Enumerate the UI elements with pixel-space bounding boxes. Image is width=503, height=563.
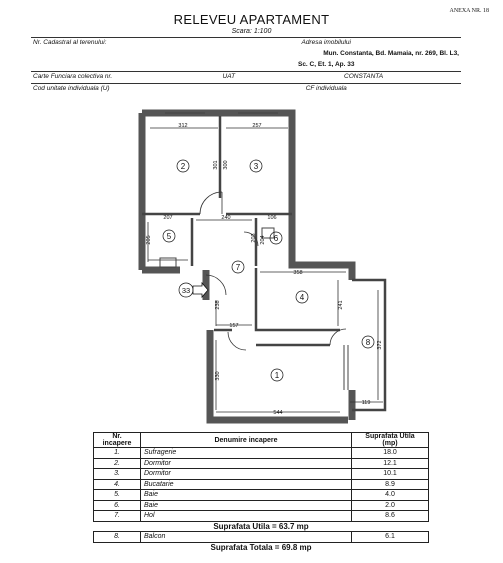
dim-257: 257 <box>252 123 262 129</box>
dim-241: 241 <box>338 300 344 310</box>
table-row: 4. Bucatarie 8.9 <box>94 479 429 490</box>
table-row: 2. Dormitor 12.1 <box>94 458 429 469</box>
dim-312: 312 <box>178 123 188 129</box>
carte-label: Carte Funciara colectiva nr. <box>31 72 191 84</box>
dim-205: 205 <box>146 235 152 245</box>
dim-238: 238 <box>215 300 221 310</box>
room-5-number: 5 <box>166 232 172 241</box>
header-block <box>31 37 461 95</box>
cod-label: Cod unitate individuala (U) <box>31 84 191 96</box>
uat-value: CONSTANTA <box>266 72 461 84</box>
table-row: 6. Baie 2.0 <box>94 500 429 511</box>
dim-157: 157 <box>229 323 239 329</box>
table-row: 5. Baie 4.0 <box>94 490 429 501</box>
dim-240: 240 <box>221 215 231 221</box>
areas-table <box>93 432 429 552</box>
room-7-number: 7 <box>235 263 241 272</box>
total-area: Suprafata Totala = 69.8 mp <box>94 542 429 552</box>
room-1-number: 1 <box>274 371 280 380</box>
floor-plan <box>0 100 503 430</box>
dim-372: 372 <box>377 340 383 350</box>
room-2-number: 2 <box>180 162 186 171</box>
dim-207: 207 <box>163 215 173 221</box>
dim-119: 119 <box>361 400 371 406</box>
cadastral-label: Nr. Cadastral al terenului: <box>31 38 191 50</box>
col-area-header: Suprafata Utila (mp) <box>352 433 429 448</box>
dim-204: 204 <box>260 235 266 245</box>
room-8-number: 8 <box>365 338 371 347</box>
dim-300: 300 <box>223 160 229 170</box>
cf-label: CF individuala <box>191 84 461 96</box>
address-line2: Sc. C, Et. 1, Ap. 33 <box>297 61 355 68</box>
room-3-number: 3 <box>253 162 259 171</box>
table-row: 3. Dormitor 10.1 <box>94 469 429 480</box>
scale-label: Scara: 1:100 <box>231 28 272 35</box>
dim-203: 203 <box>251 233 257 243</box>
dim-330: 330 <box>215 371 221 381</box>
uat-label: UAT <box>191 72 266 84</box>
apartment-number: 33 <box>181 286 191 295</box>
room-6-number: 6 <box>273 234 279 243</box>
col-name-header: Denumire incapere <box>141 433 352 448</box>
room-4-number: 4 <box>299 293 305 302</box>
dim-106: 106 <box>267 215 277 221</box>
dim-301: 301 <box>213 160 219 170</box>
table-row: 8. Balcon 6.1 <box>94 532 429 543</box>
dim-544: 544 <box>273 410 283 416</box>
address-label: Adresa imobilului <box>191 38 461 50</box>
col-nr-header: Nr. incapere <box>94 433 141 448</box>
dim-358: 358 <box>293 270 303 276</box>
page-title: RELEVEU APARTAMENT <box>173 12 330 27</box>
total-util: Suprafata Utila = 63.7 mp <box>94 521 429 532</box>
address-line1: Mun. Constanta, Bd. Mamaia, nr. 269, Bl. L3, <box>323 50 459 57</box>
table-row: 7. Hol 8.6 <box>94 511 429 522</box>
table-row: 1. Sufragerie 18.0 <box>94 448 429 459</box>
annex-label: ANEXA NR. 18 <box>449 8 489 14</box>
